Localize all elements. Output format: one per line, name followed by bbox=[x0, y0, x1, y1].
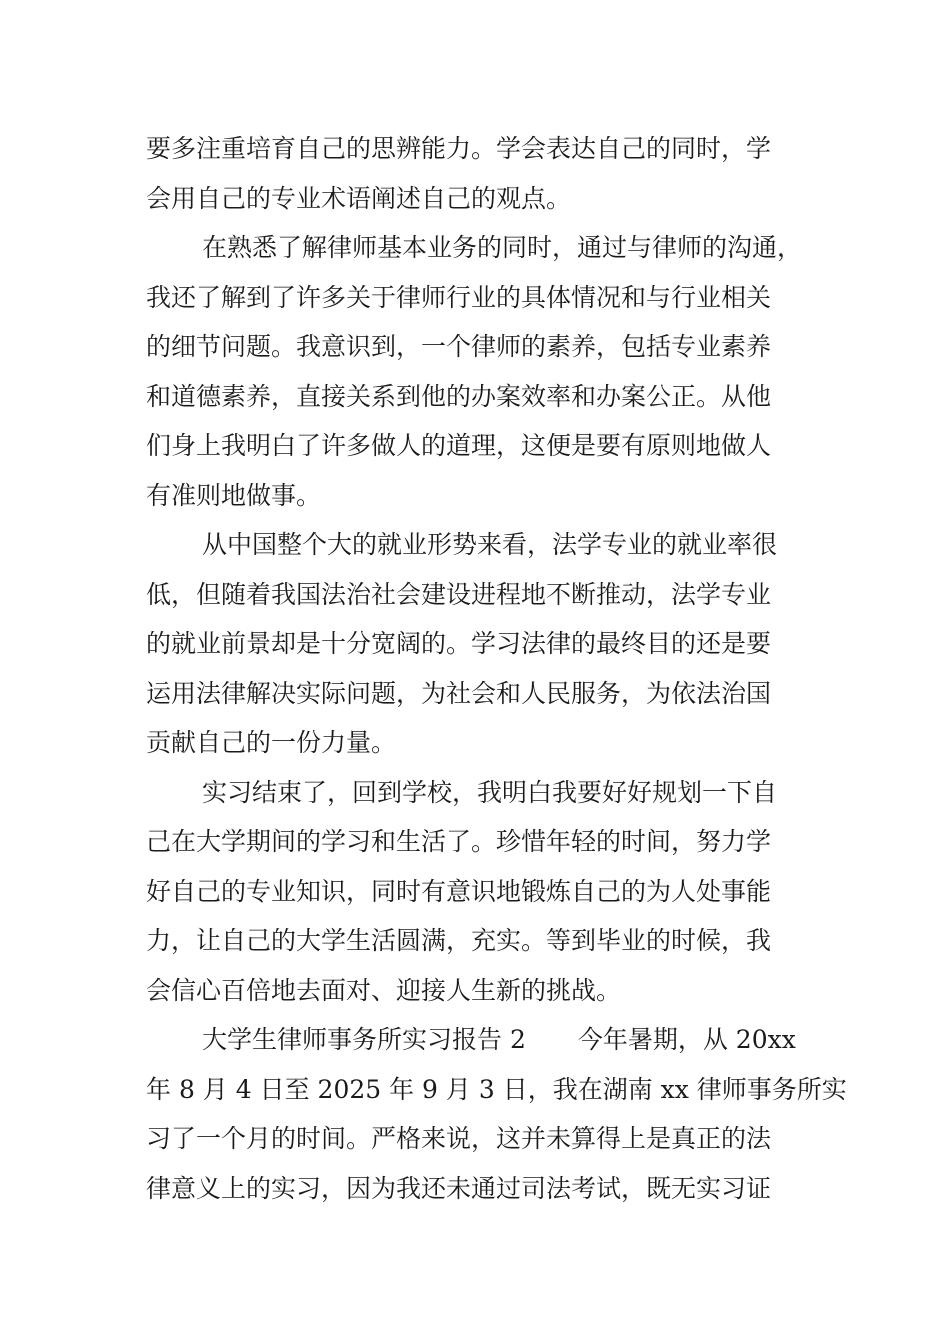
paragraph-report-2 bbox=[146, 1015, 847, 1213]
text-line: 和道德素养，直接关系到他的办案效率和办案公正。从他 bbox=[146, 381, 772, 411]
text-line: 我还了解到了许多关于律师行业的具体情况和与行业相关 bbox=[146, 282, 772, 312]
text-line: 运用法律解决实际问题，为社会和人民服务，为依法治国 bbox=[146, 678, 772, 708]
text-line: 年 8 月 4 日至 2025 年 9 月 3 日，我在湖南 xx 律师事务所实 bbox=[146, 1074, 847, 1104]
paragraph-2 bbox=[146, 223, 811, 520]
paragraph-3 bbox=[146, 520, 811, 768]
text-line: 的细节问题。我意识到，一个律师的素养，包括专业素养 bbox=[146, 332, 772, 361]
section-title: 大学生律师事务所实习报告 2 bbox=[202, 1025, 526, 1054]
paragraph-4 bbox=[146, 768, 811, 1016]
text-line: 会用自己的专业术语阐述自己的观点。 bbox=[146, 183, 572, 213]
text-line: 好自己的专业知识，同时有意识地锻炼自己的为人处事能 bbox=[146, 876, 772, 906]
text-line: 律意义上的实习，因为我还未通过司法考试，既无实习证 bbox=[146, 1173, 772, 1203]
text-line: 实习结束了，回到学校，我明白我要好好规划一下自 bbox=[202, 777, 778, 807]
text-line: 在熟悉了解律师基本业务的同时，通过与律师的沟通， bbox=[202, 233, 803, 262]
text-line: 己在大学期间的学习和生活了。珍惜年轻的时间，努力学 bbox=[146, 827, 772, 856]
text-line bbox=[146, 1015, 811, 1065]
text-line: 会信心百倍地去面对、迎接人生新的挑战。 bbox=[146, 975, 622, 1005]
text-line: 要多注重培育自己的思辨能力。学会表达自己的同时，学 bbox=[146, 134, 772, 163]
text-line: 贡献自己的一份力量。 bbox=[146, 728, 397, 757]
paragraph-1 bbox=[146, 124, 811, 223]
document-body bbox=[146, 124, 847, 1213]
text-line: 力，让自己的大学生活圆满，充实。等到毕业的时候，我 bbox=[146, 926, 772, 955]
text-fragment: 今年暑期，从 20xx bbox=[577, 1025, 796, 1054]
text-line: 低，但随着我国法治社会建设进程地不断推动，法学专业 bbox=[146, 579, 772, 609]
text-line: 们身上我明白了许多做人的道理，这便是要有原则地做人 bbox=[146, 431, 772, 460]
text-line: 的就业前景却是十分宽阔的。学习法律的最终目的还是要 bbox=[146, 629, 772, 658]
text-line: 有准则地做事。 bbox=[146, 480, 322, 510]
text-line: 习了一个月的时间。严格来说，这并未算得上是真正的法 bbox=[146, 1124, 772, 1153]
text-line: 从中国整个大的就业形势来看，法学专业的就业率很 bbox=[202, 530, 778, 559]
